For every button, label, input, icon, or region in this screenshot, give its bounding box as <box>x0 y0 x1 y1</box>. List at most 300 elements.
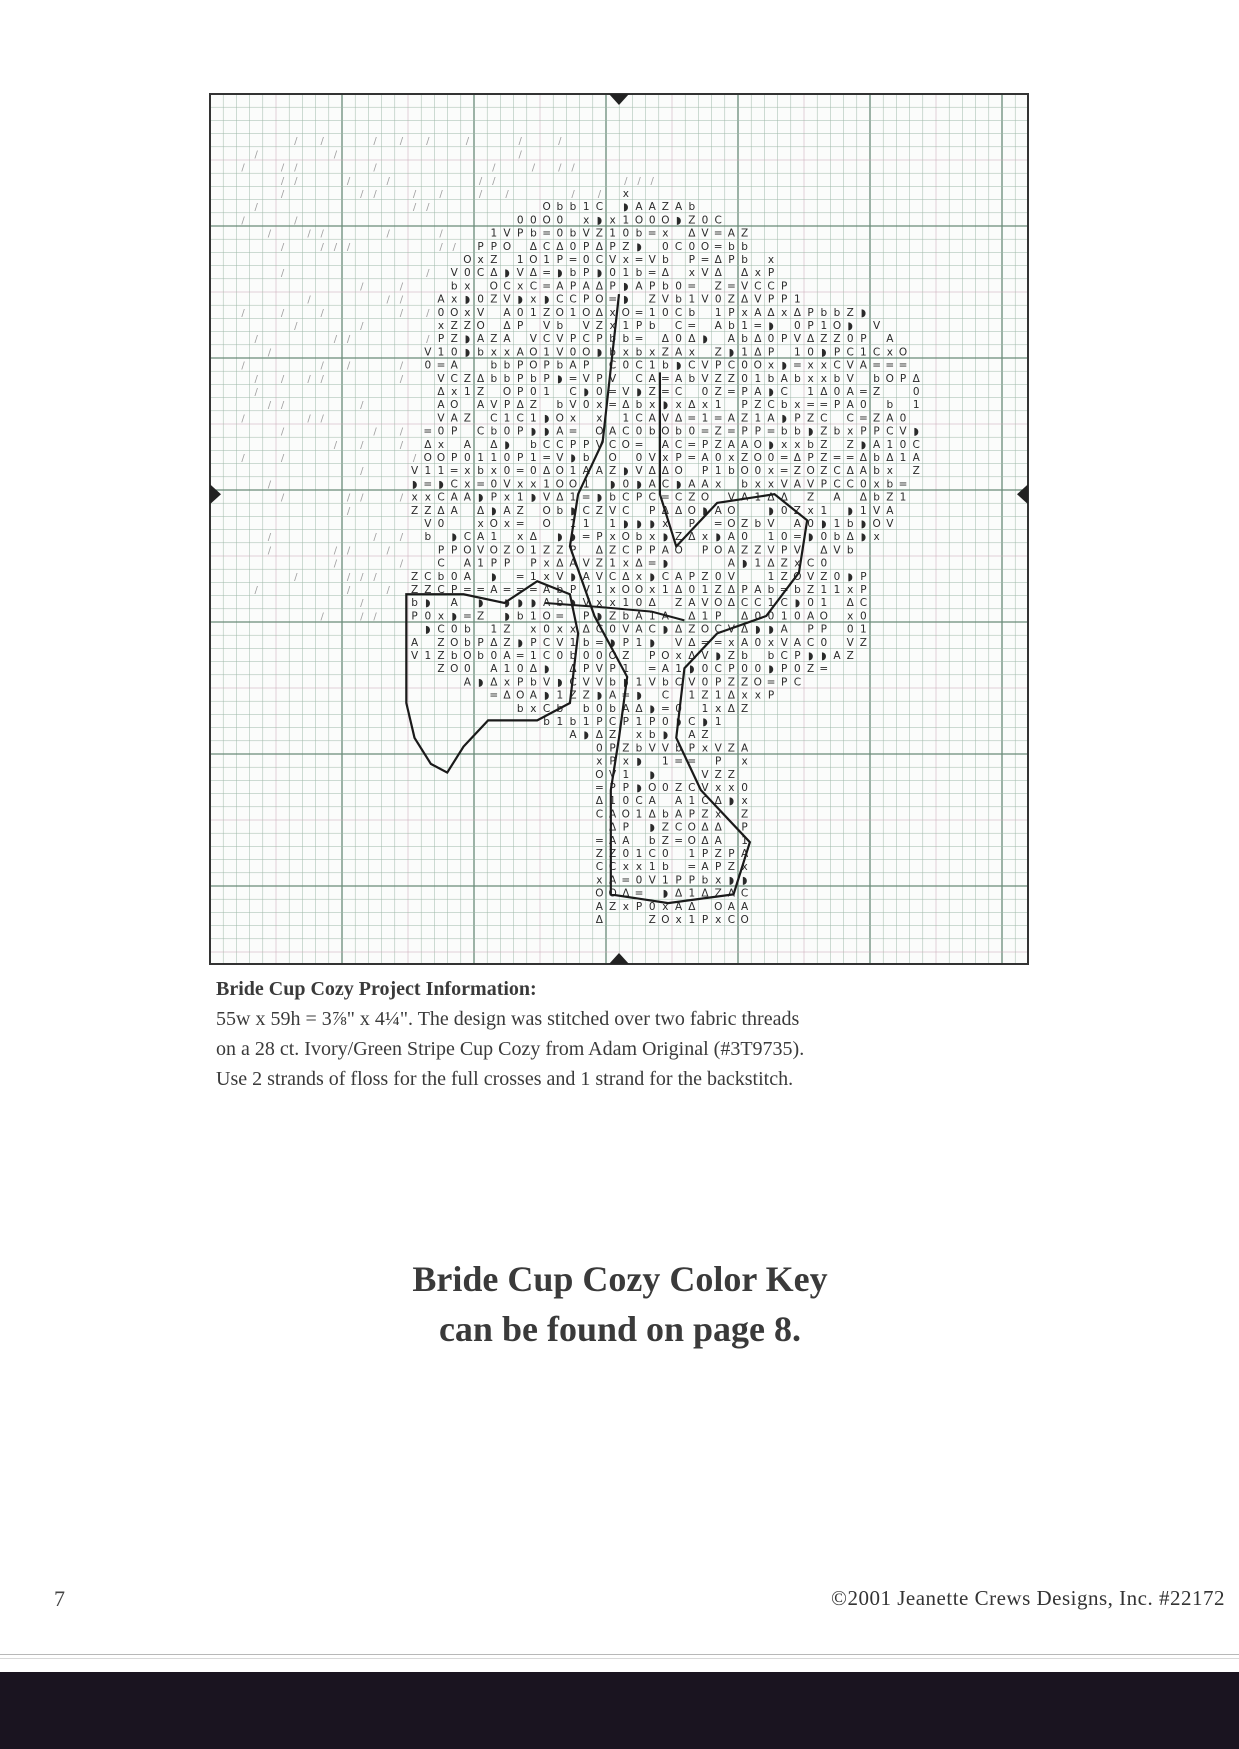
stitch-symbol: x <box>767 254 775 266</box>
stitch-symbol: P <box>635 900 643 913</box>
stitch-symbol-faint: / <box>360 611 364 623</box>
stitch-symbol: Δ <box>595 914 603 926</box>
stitch-symbol: = <box>594 834 604 847</box>
stitch-symbol: 0 <box>899 412 907 425</box>
stitch-symbol: = <box>621 689 631 702</box>
stitch-symbol-faint: / <box>307 413 311 425</box>
stitch-symbol: x <box>754 267 761 280</box>
stitch-symbol: V <box>556 333 564 346</box>
stitch-symbol: 1 <box>503 663 511 676</box>
stitch-symbol: P <box>833 346 841 359</box>
stitch-symbol: 1 <box>701 610 709 623</box>
stitch-symbol: Z <box>859 636 868 649</box>
stitch-symbol: Δ <box>595 729 603 742</box>
stitch-symbol-faint: / <box>280 400 285 412</box>
stitch-symbol: ◗ <box>755 623 761 636</box>
stitch-symbol-faint: / <box>518 136 522 148</box>
stitch-symbol: Δ <box>675 887 683 900</box>
stitch-symbol: 1 <box>741 834 748 847</box>
stitch-symbol: Δ <box>701 887 709 900</box>
stitch-symbol: Δ <box>595 240 603 253</box>
stitch-symbol: 0 <box>582 399 590 412</box>
stitch-symbol: 0 <box>622 848 630 860</box>
stitch-symbol-faint: / <box>439 189 443 200</box>
stitch-symbol: b <box>477 650 484 662</box>
stitch-symbol: A <box>675 346 683 359</box>
stitch-symbol: ◗ <box>596 214 603 227</box>
stitch-symbol: x <box>503 491 511 504</box>
stitch-symbol: O <box>516 689 525 702</box>
stitch-symbol: 1 <box>688 795 696 808</box>
stitch-symbol-faint: / <box>360 492 364 504</box>
stitch-symbol: P <box>860 570 867 583</box>
stitch-symbol: P <box>781 676 788 689</box>
stitch-symbol: ◗ <box>596 267 603 280</box>
stitch-symbol: Z <box>648 293 656 306</box>
stitch-symbol: x <box>477 518 484 530</box>
stitch-symbol: O <box>542 214 551 227</box>
stitch-symbol: b <box>530 227 537 240</box>
stitch-symbol: Δ <box>556 557 564 570</box>
stitch-symbol: C <box>688 359 696 372</box>
stitch-symbol: C <box>503 280 511 293</box>
stitch-symbol: P <box>781 293 788 306</box>
stitch-symbol: P <box>649 280 656 293</box>
stitch-symbol: x <box>477 254 484 266</box>
page-number: 7 <box>54 1586 65 1611</box>
stitch-symbol: 1 <box>596 584 603 596</box>
stitch-symbol: 1 <box>741 320 748 332</box>
stitch-symbol: b <box>516 610 524 623</box>
stitch-symbol: C <box>595 808 604 821</box>
stitch-symbol: 0 <box>833 386 841 398</box>
stitch-symbol: 1 <box>767 531 775 544</box>
stitch-symbol: 1 <box>609 795 616 808</box>
stitch-symbol: Z <box>688 623 696 636</box>
stitch-symbol: C <box>780 386 788 398</box>
stitch-symbol: O <box>674 465 683 478</box>
stitch-symbol: x <box>530 478 537 491</box>
stitch-symbol: 1 <box>609 557 616 570</box>
stitch-symbol: = <box>660 491 670 504</box>
stitch-symbol: ◗ <box>570 531 576 544</box>
stitch-symbol: 0 <box>767 452 775 464</box>
stitch-symbol: A <box>463 676 471 689</box>
stitch-symbol: 1 <box>820 504 828 517</box>
stitch-symbol: x <box>464 280 471 293</box>
stitch-symbol: C <box>516 412 524 425</box>
stitch-symbol: P <box>543 372 550 385</box>
stitch-symbol: 0 <box>741 663 748 676</box>
stitch-symbol: A <box>741 636 749 649</box>
stitch-symbol: x <box>715 914 722 926</box>
stitch-symbol: 0 <box>424 610 432 623</box>
stitch-symbol-faint: / <box>333 334 338 346</box>
stitch-symbol: C <box>674 240 683 253</box>
stitch-symbol: O <box>872 518 881 530</box>
stitch-symbol: b <box>609 346 616 359</box>
stitch-symbol: V <box>595 663 603 676</box>
stitch-symbol: P <box>583 610 590 623</box>
stitch-symbol: x <box>662 227 669 240</box>
stitch-symbol: = <box>832 452 842 464</box>
stitch-symbol: V <box>701 768 709 781</box>
stitch-symbol: C <box>608 570 617 583</box>
stitch-symbol: b <box>530 372 537 385</box>
stitch-symbol: x <box>596 874 603 887</box>
stitch-symbol: C <box>701 795 709 808</box>
stitch-symbol: = <box>713 412 723 425</box>
stitch-symbol: x <box>741 306 748 319</box>
stitch-symbol: P <box>635 491 643 504</box>
stitch-symbol-faint: / <box>373 611 377 623</box>
stitch-symbol: ◗ <box>623 293 629 306</box>
stitch-symbol: V <box>701 267 709 280</box>
stitch-symbol: Δ <box>727 702 735 715</box>
stitch-symbol: x <box>873 531 880 544</box>
stitch-symbol: 1 <box>437 346 445 359</box>
stitch-symbol: = <box>647 557 657 570</box>
stitch-symbol: O <box>542 610 551 623</box>
stitch-symbol: 0 <box>833 570 841 583</box>
stitch-symbol: b <box>609 333 616 346</box>
stitch-symbol: x <box>464 465 471 478</box>
stitch-symbol: x <box>424 491 431 504</box>
stitch-symbol: ◗ <box>596 689 603 702</box>
stitch-symbol: P <box>688 570 695 583</box>
stitch-symbol: A <box>714 834 722 847</box>
stitch-symbol: P <box>860 425 867 438</box>
stitch-symbol: P <box>728 848 735 860</box>
stitch-symbol: x <box>543 557 550 570</box>
stitch-symbol: P <box>635 320 643 332</box>
stitch-symbol: b <box>503 372 511 385</box>
stitch-symbol: b <box>833 372 841 385</box>
stitch-symbol: P <box>569 333 577 346</box>
stitch-symbol: Δ <box>793 452 801 464</box>
stitch-symbol: 0 <box>860 610 867 623</box>
stitch-symbol: Z <box>516 504 524 517</box>
stitch-symbol: O <box>753 452 762 464</box>
stitch-symbol: b <box>886 478 894 491</box>
stitch-symbol: Z <box>410 570 419 583</box>
stitch-symbol: Δ <box>912 372 920 385</box>
stitch-symbol: x <box>807 372 814 385</box>
stitch-symbol: P <box>517 372 524 385</box>
stitch-symbol: 1 <box>912 399 920 412</box>
stitch-symbol: x <box>622 755 629 768</box>
stitch-symbol: 0 <box>503 425 511 438</box>
stitch-symbol: 0 <box>556 227 564 240</box>
stitch-symbol: b <box>648 320 656 332</box>
stitch-symbol: ◗ <box>675 359 682 372</box>
stitch-symbol: x <box>767 636 775 649</box>
stitch-symbol: = <box>634 333 644 346</box>
stitch-symbol: A <box>582 465 590 478</box>
stitch-symbol: 0 <box>596 650 603 662</box>
stitch-symbol: Δ <box>767 306 775 319</box>
stitch-symbol: Z <box>410 584 419 596</box>
stitch-symbol: C <box>437 491 445 504</box>
stitch-symbol: 1 <box>662 755 669 768</box>
stitch-symbol: = <box>489 689 499 702</box>
stitch-symbol: 1 <box>609 518 616 530</box>
stitch-symbol: O <box>885 372 894 385</box>
stitch-symbol: ◗ <box>491 504 497 517</box>
stitch-symbol: C <box>688 716 696 728</box>
stitch-symbol: V <box>437 412 445 425</box>
stitch-symbol: 0 <box>596 386 603 398</box>
stitch-symbol: A <box>635 623 643 636</box>
stitch-symbol: V <box>595 438 603 451</box>
stitch-symbol: A <box>450 491 458 504</box>
stitch-symbol: Z <box>701 570 709 583</box>
stitch-symbol: 1 <box>622 768 630 781</box>
stitch-symbol: 1 <box>622 412 630 425</box>
stitch-symbol: A <box>714 320 722 332</box>
stitch-symbol: A <box>635 610 643 623</box>
stitch-symbol: x <box>649 346 656 359</box>
stitch-symbol: b <box>873 372 880 385</box>
stitch-symbol: A <box>529 689 537 702</box>
center-marker-bottom-icon <box>609 953 629 964</box>
stitch-symbol: O <box>621 438 630 451</box>
stitch-symbol: C <box>754 280 762 293</box>
stitch-symbol-faint: / <box>439 228 443 240</box>
stitch-symbol: C <box>437 584 445 596</box>
stitch-symbol: b <box>741 650 748 662</box>
stitch-symbol: Δ <box>437 504 445 517</box>
stitch-symbol: A <box>609 689 617 702</box>
stitch-symbol: P <box>437 544 445 557</box>
stitch-symbol: A <box>793 518 801 530</box>
stitch-symbol: b <box>675 425 682 438</box>
stitch-symbol-faint: / <box>650 175 654 187</box>
center-marker-top-icon <box>609 94 629 105</box>
stitch-symbol: O <box>450 636 459 649</box>
stitch-symbol: 0 <box>530 214 537 227</box>
stitch-symbol-faint: / <box>320 413 324 425</box>
stitch-symbol: 1 <box>635 716 643 728</box>
stitch-symbol: C <box>714 214 722 227</box>
stitch-symbol: x <box>437 320 445 332</box>
stitch-symbol: x <box>701 742 709 755</box>
stitch-symbol: Δ <box>688 333 696 346</box>
stitch-symbol: 1 <box>754 491 762 504</box>
stitch-symbol: = <box>515 584 525 596</box>
stitch-symbol: Z <box>595 320 604 332</box>
stitch-symbol: A <box>595 900 603 913</box>
stitch-symbol: A <box>635 280 643 293</box>
stitch-symbol-faint: / <box>373 162 377 174</box>
stitch-symbol: x <box>715 808 722 821</box>
stitch-symbol: 1 <box>543 386 550 398</box>
stitch-symbol: A <box>661 438 669 451</box>
stitch-symbol: ◗ <box>583 386 589 398</box>
stitch-symbol: O <box>608 887 617 900</box>
stitch-symbol: b <box>662 254 669 266</box>
stitch-symbol: 1 <box>833 518 841 530</box>
stitch-symbol: V <box>661 742 669 755</box>
stitch-symbol: Δ <box>595 280 603 293</box>
stitch-symbol: Δ <box>820 386 828 398</box>
stitch-symbol-faint: / <box>360 571 364 583</box>
stitch-symbol: O <box>542 504 551 517</box>
stitch-symbol: 1 <box>530 412 537 425</box>
stitch-symbol: ◗ <box>768 320 774 332</box>
stitch-symbol: V <box>556 570 564 583</box>
stitch-symbol: Z <box>727 293 736 306</box>
stitch-symbol-faint: / <box>478 189 483 200</box>
stitch-symbol: C <box>595 201 604 214</box>
stitch-symbol: 0 <box>754 663 762 676</box>
stitch-symbol: Z <box>714 425 722 438</box>
stitch-symbol: C <box>780 650 788 662</box>
stitch-symbol: x <box>543 570 550 583</box>
stitch-symbol: x <box>411 491 418 504</box>
stitch-symbol: Δ <box>859 491 867 504</box>
stitch-symbol: 1 <box>860 623 867 636</box>
stitch-symbol: A <box>793 636 801 649</box>
stitch-symbol: O <box>753 438 762 451</box>
stitch-symbol: = <box>515 465 525 478</box>
stitch-symbol-faint: / <box>518 149 522 161</box>
stitch-symbol: C <box>476 267 485 280</box>
stitch-symbol: x <box>622 900 629 913</box>
stitch-symbol: ◗ <box>768 386 774 398</box>
stitch-symbol: Δ <box>688 650 696 662</box>
stitch-symbol: V <box>754 293 762 306</box>
stitch-symbol: A <box>780 623 788 636</box>
stitch-symbol: A <box>463 557 471 570</box>
stitch-symbol: V <box>622 386 630 398</box>
stitch-symbol: ◗ <box>860 518 867 530</box>
stitch-symbol: A <box>754 306 762 319</box>
stitch-symbol: P <box>543 359 550 372</box>
stitch-symbol: x <box>464 306 471 319</box>
stitch-symbol: = <box>687 320 697 332</box>
stitch-symbol-faint: / <box>307 228 311 240</box>
stitch-symbol: Δ <box>635 702 643 715</box>
stitch-symbol: P <box>807 623 814 636</box>
stitch-symbol: ◗ <box>570 597 576 610</box>
stitch-symbol: A <box>727 557 735 570</box>
stitch-symbol: 1 <box>516 254 524 266</box>
stitch-symbol: ◗ <box>464 293 471 306</box>
stitch-symbol: = <box>687 412 697 425</box>
stitch-symbol: Δ <box>688 636 696 649</box>
stitch-symbol: x <box>530 702 537 715</box>
stitch-symbol: Z <box>437 663 445 676</box>
stitch-symbol: A <box>450 359 458 372</box>
stitch-symbol: P <box>609 742 616 755</box>
stitch-symbol: 1 <box>424 650 432 662</box>
stitch-symbol: ◗ <box>794 597 801 610</box>
stitch-symbol: b <box>833 531 841 544</box>
stitch-symbol: O <box>595 768 604 781</box>
stitch-symbol: 0 <box>754 636 762 649</box>
stitch-symbol: P <box>477 240 484 253</box>
stitch-symbol: Z <box>503 623 511 636</box>
stitch-symbol-faint: / <box>360 189 364 200</box>
stitch-symbol: 0 <box>648 900 656 913</box>
stitch-symbol: A <box>463 491 471 504</box>
stitch-symbol: Δ <box>503 320 511 332</box>
stitch-symbol: ◗ <box>636 478 642 491</box>
stitch-symbol: ◗ <box>728 795 735 808</box>
stitch-symbol: Z <box>490 293 498 306</box>
stitch-symbol: C <box>793 676 802 689</box>
stitch-symbol: b <box>701 874 709 887</box>
stitch-symbol: A <box>846 386 854 398</box>
stitch-symbol: b <box>569 201 577 214</box>
stitch-symbol: A <box>873 438 881 451</box>
stitch-symbol: V <box>582 227 590 240</box>
stitch-symbol: 1 <box>490 452 498 464</box>
stitch-symbol: b <box>794 584 801 596</box>
stitch-symbol: C <box>661 689 670 702</box>
stitch-symbol: 0 <box>490 478 498 491</box>
stitch-symbol: ◗ <box>821 518 827 530</box>
stitch-symbol: Z <box>872 386 881 398</box>
stitch-symbol: ◗ <box>662 729 669 742</box>
stitch-symbol: A <box>675 808 683 821</box>
stitch-symbol: O <box>714 597 723 610</box>
stitch-symbol-faint: / <box>294 175 298 187</box>
stitch-symbol: x <box>596 755 603 768</box>
stitch-symbol: Δ <box>688 531 696 544</box>
stitch-symbol: 1 <box>569 491 577 504</box>
stitch-symbol: 1 <box>688 689 696 702</box>
stitch-symbol: C <box>542 333 551 346</box>
stitch-symbol: = <box>674 755 684 768</box>
stitch-symbol: ◗ <box>491 570 497 583</box>
stitch-symbol: Δ <box>595 795 603 808</box>
stitch-symbol: O <box>450 399 459 412</box>
stitch-symbol: Z <box>806 663 815 676</box>
stitch-symbol: 1 <box>530 452 537 464</box>
stitch-symbol: x <box>741 861 748 874</box>
stitch-symbol: ◗ <box>477 676 484 689</box>
stitch-symbol: Δ <box>582 623 590 636</box>
stitch-symbol: ◗ <box>425 597 431 610</box>
stitch-symbol: = <box>436 359 446 372</box>
stitch-symbol: ◗ <box>649 518 655 530</box>
stitch-symbol: P <box>794 650 801 662</box>
stitch-symbol: V <box>582 557 590 570</box>
stitch-symbol: ◗ <box>847 320 853 332</box>
stitch-symbol: C <box>595 254 604 266</box>
stitch-symbol: Z <box>820 452 828 464</box>
stitch-symbol: A <box>490 663 498 676</box>
stitch-symbol: A <box>477 333 485 346</box>
stitch-symbol: C <box>542 438 551 451</box>
stitch-symbol-faint: / <box>294 321 298 332</box>
stitch-symbol: b <box>873 465 880 478</box>
stitch-symbol: A <box>727 887 735 900</box>
stitch-symbol-faint: / <box>426 268 430 280</box>
stitch-symbol: b <box>635 742 643 755</box>
stitch-symbol: Δ <box>516 399 524 412</box>
stitch-symbol: A <box>675 900 683 913</box>
stitch-symbol-faint: / <box>320 241 324 253</box>
stitch-symbol: Z <box>542 306 551 319</box>
stitch-symbol: ◗ <box>636 755 642 768</box>
stitch-symbol: C <box>886 425 894 438</box>
stitch-symbol: b <box>662 861 669 874</box>
stitch-symbol: V <box>424 518 432 530</box>
stitch-symbol: 0 <box>424 359 432 372</box>
